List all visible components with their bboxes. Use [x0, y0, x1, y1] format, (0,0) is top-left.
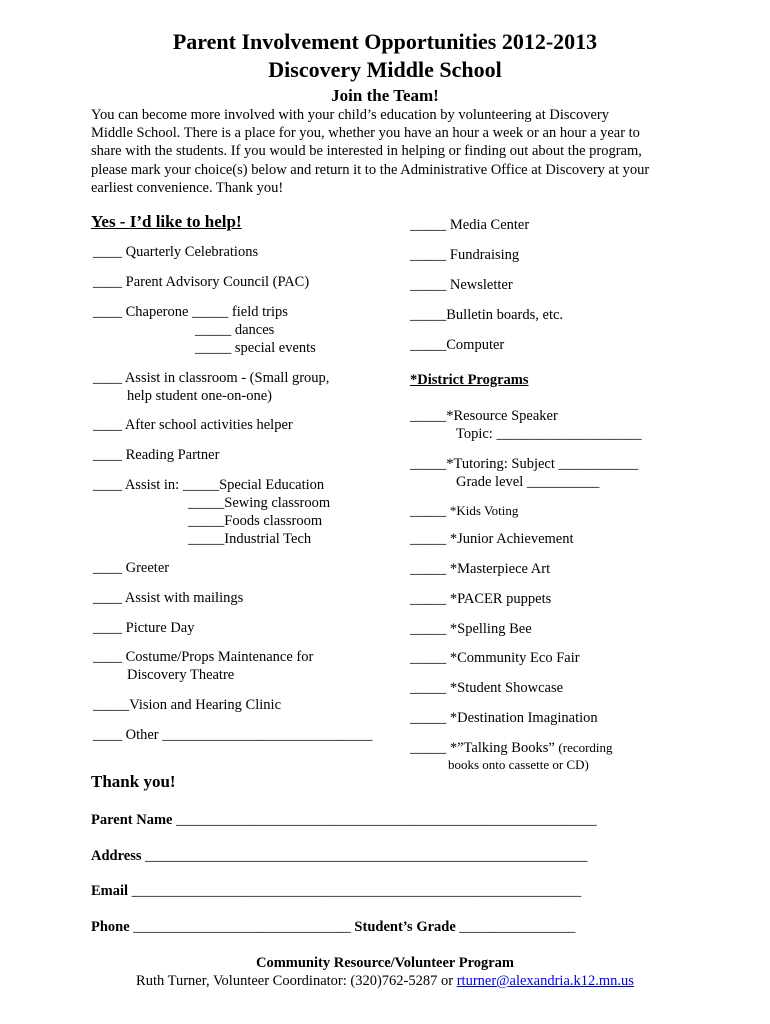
- intro-line: Middle School. There is a place for you, whether you have an hour a week or an hour a year to: [91, 125, 640, 142]
- option-greeter[interactable]: ____ Greeter: [93, 560, 170, 576]
- option-sewing-classroom[interactable]: _____Sewing classroom: [188, 495, 331, 511]
- talking-books-label: _____ *”Talking Books”: [410, 740, 555, 756]
- option-spelling-bee[interactable]: _____ *Spelling Bee: [410, 621, 532, 637]
- option-industrial-tech[interactable]: _____Industrial Tech: [188, 531, 312, 547]
- parent-name-line[interactable]: __________________________________________________________: [176, 812, 597, 828]
- phone-line[interactable]: ______________________________: [133, 919, 351, 935]
- phone-grade-row[interactable]: [91, 918, 575, 936]
- option-resource-speaker[interactable]: _____*Resource Speaker: [410, 408, 558, 424]
- address-line[interactable]: _____________________________________________________________: [145, 848, 588, 864]
- kids-voting-label: *Kids Voting: [449, 503, 519, 518]
- coordinator-email-link[interactable]: rturner@alexandria.k12.mn.us: [456, 973, 634, 989]
- option-masterpiece-art[interactable]: _____ *Masterpiece Art: [410, 561, 551, 577]
- option-assist-classroom[interactable]: ____ Assist in classroom - (Small group,: [93, 370, 330, 386]
- join-heading: Join the Team!: [331, 86, 439, 105]
- email-line[interactable]: ______________________________________________________________: [131, 883, 582, 899]
- option-costume-props-detail: Discovery Theatre: [127, 667, 235, 683]
- option-chaperone-special-events[interactable]: _____ special events: [195, 340, 316, 356]
- tutoring-grade-field[interactable]: Grade level __________: [456, 474, 600, 490]
- intro-line: You can become more involved with your child’s education by volunteering at Discovery: [91, 107, 609, 123]
- option-newsletter[interactable]: _____ Newsletter: [410, 277, 513, 293]
- option-chaperone-field-trips[interactable]: ____ Chaperone _____ field trips: [93, 304, 288, 320]
- parent-name-field[interactable]: [91, 811, 597, 829]
- student-grade-line[interactable]: ________________: [459, 919, 576, 935]
- district-programs-heading: *District Programs: [410, 372, 529, 388]
- option-parent-advisory-council[interactable]: ____ Parent Advisory Council (PAC): [93, 274, 310, 290]
- talking-books-note-line2: books onto cassette or CD): [448, 757, 589, 772]
- student-grade-label: Student’s Grade: [354, 919, 456, 935]
- phone-label: Phone: [91, 919, 130, 935]
- option-assist-mailings[interactable]: ____ Assist with mailings: [93, 590, 244, 606]
- page-title: Parent Involvement Opportunities 2012-2013: [172, 29, 598, 54]
- address-label: Address: [91, 848, 142, 864]
- address-field[interactable]: [91, 847, 587, 865]
- option-assist-special-education[interactable]: ____ Assist in: _____Special Education: [93, 477, 325, 493]
- option-computer[interactable]: _____Computer: [410, 337, 505, 353]
- coordinator-contact: [0, 972, 770, 990]
- option-quarterly-celebrations[interactable]: ____ Quarterly Celebrations: [93, 244, 259, 260]
- intro-line: share with the students. If you would be interested in helping or finding out about the program,: [91, 143, 642, 160]
- option-costume-props[interactable]: ____ Costume/Props Maintenance for: [93, 649, 314, 665]
- kids-voting-blank: _____: [410, 503, 447, 519]
- school-name: Discovery Middle School: [268, 57, 502, 82]
- option-destination-imagination[interactable]: _____ *Destination Imagination: [410, 710, 598, 726]
- option-picture-day[interactable]: ____ Picture Day: [93, 620, 195, 636]
- email-label: Email: [91, 883, 129, 899]
- option-bulletin-boards[interactable]: _____Bulletin boards, etc.: [410, 307, 564, 323]
- intro-paragraph: [91, 106, 691, 197]
- email-field[interactable]: [91, 882, 581, 900]
- option-pacer-puppets[interactable]: _____ *PACER puppets: [410, 591, 552, 607]
- option-chaperone-dances[interactable]: _____ dances: [195, 322, 275, 338]
- intro-line: please mark your choice(s) below and return it to the Administrative Office at Discovery at your: [91, 161, 650, 178]
- thank-you-heading: Thank you!: [91, 772, 176, 791]
- option-other[interactable]: ____ Other _____________________________: [93, 727, 373, 743]
- program-name: Community Resource/Volunteer Program: [255, 955, 515, 971]
- option-talking-books[interactable]: [410, 739, 613, 757]
- yes-heading: Yes - I’d like to help!: [91, 212, 242, 231]
- option-student-showcase[interactable]: _____ *Student Showcase: [410, 680, 564, 696]
- option-media-center[interactable]: _____ Media Center: [410, 217, 530, 233]
- intro-line: earliest convenience. Thank you!: [91, 179, 284, 196]
- option-tutoring[interactable]: _____*Tutoring: Subject ___________: [410, 456, 639, 472]
- parent-name-label: Parent Name: [91, 812, 173, 828]
- option-fundraising[interactable]: _____ Fundraising: [410, 247, 520, 263]
- option-after-school-helper[interactable]: ____ After school activities helper: [93, 417, 293, 433]
- resource-topic-field[interactable]: Topic: ____________________: [456, 426, 642, 442]
- option-foods-classroom[interactable]: _____Foods classroom: [188, 513, 323, 529]
- option-assist-classroom-detail: help student one-on-one): [127, 388, 272, 404]
- coordinator-text: Ruth Turner, Volunteer Coordinator: (320)762-5287 or: [136, 973, 454, 989]
- option-reading-partner[interactable]: ____ Reading Partner: [93, 447, 220, 463]
- talking-books-note: (recording: [558, 740, 613, 755]
- option-community-eco-fair[interactable]: _____ *Community Eco Fair: [410, 650, 580, 666]
- option-kids-voting[interactable]: [410, 502, 518, 520]
- option-junior-achievement[interactable]: _____ *Junior Achievement: [410, 531, 574, 547]
- option-vision-hearing-clinic[interactable]: _____Vision and Hearing Clinic: [93, 697, 282, 713]
